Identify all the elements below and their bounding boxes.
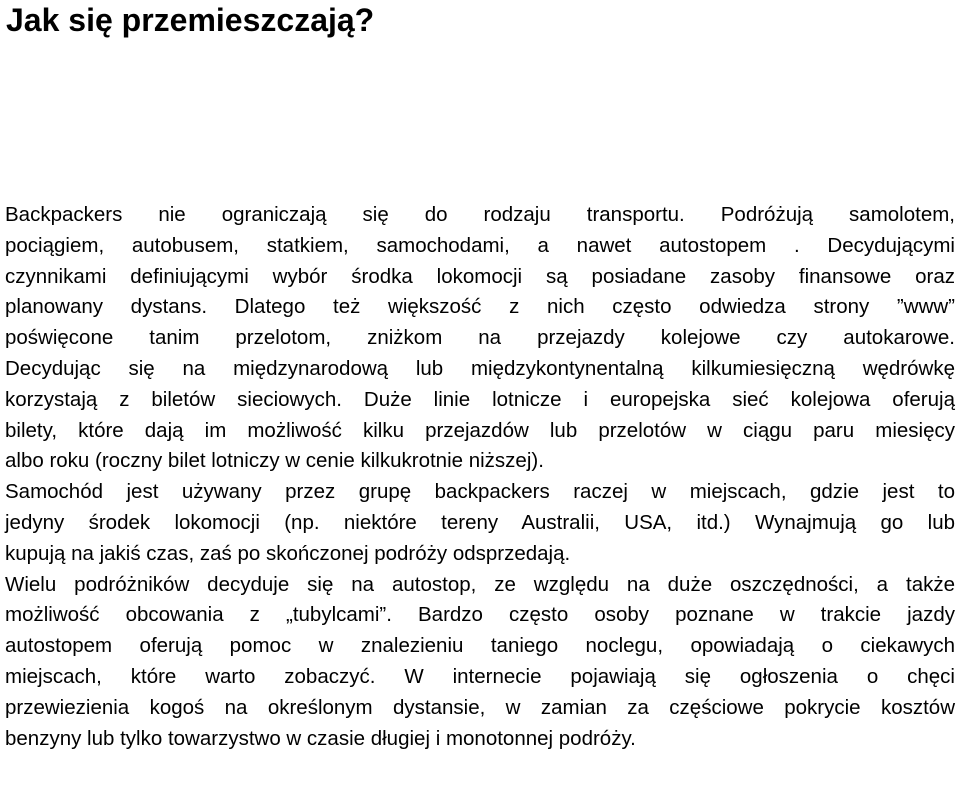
body-text bbox=[5, 200, 955, 754]
text-line: miejscach, które warto zobaczyć. W internecie pojawiają się ogłoszenia o chęci bbox=[5, 664, 955, 688]
text-line: pociągiem, autobusem, statkiem, samochodami, a nawet autostopem . Decydującymi bbox=[5, 233, 955, 257]
text-line: planowany dystans. Dlatego też większość z nich często odwiedza strony ”www” bbox=[5, 295, 955, 319]
text-line: korzystają z biletów sieciowych. Duże linie lotnicze i europejska sieć kolejowa oferują bbox=[5, 387, 955, 411]
text-line: Samochód jest używany przez grupę backpackers raczej w miejscach, gdzie jest to bbox=[5, 480, 955, 504]
text-line: autostopem oferują pomoc w znalezieniu taniego noclegu, opowiadają o ciekawych bbox=[5, 634, 955, 658]
text-line: kupują na jakiś czas, zaś po skończonej podróży odsprzedają. bbox=[5, 541, 571, 565]
text-line: przewiezienia kogoś na określonym dystansie, w zamian za częściowe pokrycie kosztów bbox=[5, 695, 955, 719]
text-line: Backpackers nie ograniczają się do rodzaju transportu. Podróżują samolotem, bbox=[5, 203, 955, 226]
text-line: czynnikami definiującymi wybór środka lokomocji są posiadane zasoby finansowe oraz bbox=[5, 264, 955, 288]
text-line: możliwość obcowania z „tubylcami”. Bardzo często osoby poznane w trakcie jazdy bbox=[5, 603, 955, 627]
text-line: albo roku (roczny bilet lotniczy w cenie kilkukrotnie niższej). bbox=[5, 449, 544, 473]
text-line: jedyny środek lokomocji (np. niektóre tereny Australii, USA, itd.) Wynajmują go lub bbox=[5, 510, 955, 534]
text-line: bilety, które dają im możliwość kilku przejazdów lub przelotów w ciągu paru miesięcy bbox=[5, 418, 955, 442]
text-line: Wielu podróżników decyduje się na autostop, ze względu na duże oszczędności, a także bbox=[5, 572, 955, 596]
text-line: benzyny lub tylko towarzystwo w czasie długiej i monotonnej podróży. bbox=[5, 726, 636, 750]
text-line: poświęcone tanim przelotom, zniżkom na przejazdy kolejowe czy autokarowe. bbox=[5, 326, 955, 350]
page-title: Jak się przemieszczają? bbox=[6, 2, 375, 38]
text-line: Decydując się na międzynarodową lub międzykontynentalną kilkumiesięczną wędrówkę bbox=[5, 356, 955, 380]
